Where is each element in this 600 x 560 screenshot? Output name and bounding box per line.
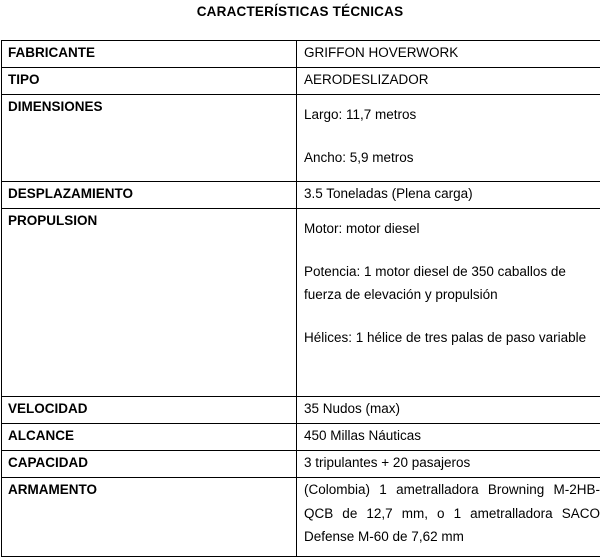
table-row-fabricante bbox=[2, 41, 600, 68]
row-label: CAPACIDAD bbox=[2, 451, 297, 478]
table-row-desplazamiento bbox=[2, 182, 600, 209]
table-row-dimensiones bbox=[2, 95, 600, 182]
dimension-ancho: Ancho: 5,9 metros bbox=[304, 149, 414, 165]
row-label: ARMAMENTO bbox=[2, 478, 297, 557]
table-row-alcance bbox=[2, 424, 600, 451]
propulsion-potencia: Potencia: 1 motor diesel de 350 caballos de fuerza de elevación y propulsión bbox=[304, 263, 566, 302]
table-row-capacidad bbox=[2, 451, 600, 478]
table-row-velocidad bbox=[2, 397, 600, 424]
dimension-largo: Largo: 11,7 metros bbox=[304, 107, 417, 122]
row-value: 3.5 Toneladas (Plena carga) bbox=[297, 182, 600, 209]
row-value: 450 Millas Náuticas bbox=[297, 424, 600, 451]
row-value: 3 tripulantes + 20 pasajeros bbox=[297, 451, 600, 478]
row-label: FABRICANTE bbox=[2, 41, 297, 68]
row-label: DIMENSIONES bbox=[2, 95, 297, 182]
table-row-tipo bbox=[2, 68, 600, 95]
row-label: TIPO bbox=[2, 68, 297, 95]
propulsion-helices: Hélices: 1 hélice de tres palas de paso variable bbox=[304, 329, 587, 345]
specifications-table bbox=[1, 40, 600, 557]
propulsion-motor: Motor: motor diesel bbox=[304, 221, 420, 236]
row-label: VELOCIDAD bbox=[2, 397, 297, 424]
row-value: (Colombia) 1 ametralladora Browning M-2HB-QCB de 12,7 mm, o 1 ametralladora SACO Defense M-60 de 7,62 mm bbox=[297, 478, 600, 557]
row-value: AERODESLIZADOR bbox=[297, 68, 600, 95]
row-value bbox=[297, 209, 600, 397]
row-value bbox=[297, 95, 600, 182]
row-label: DESPLAZAMIENTO bbox=[2, 182, 297, 209]
table-row-propulsion bbox=[2, 209, 600, 397]
row-label: PROPULSION bbox=[2, 209, 297, 397]
row-value: GRIFFON HOVERWORK bbox=[297, 41, 600, 68]
table-row-armamento bbox=[2, 478, 600, 557]
document-title: CARACTERÍSTICAS TÉCNICAS bbox=[196, 4, 404, 19]
row-value: 35 Nudos (max) bbox=[297, 397, 600, 424]
row-label: ALCANCE bbox=[2, 424, 297, 451]
